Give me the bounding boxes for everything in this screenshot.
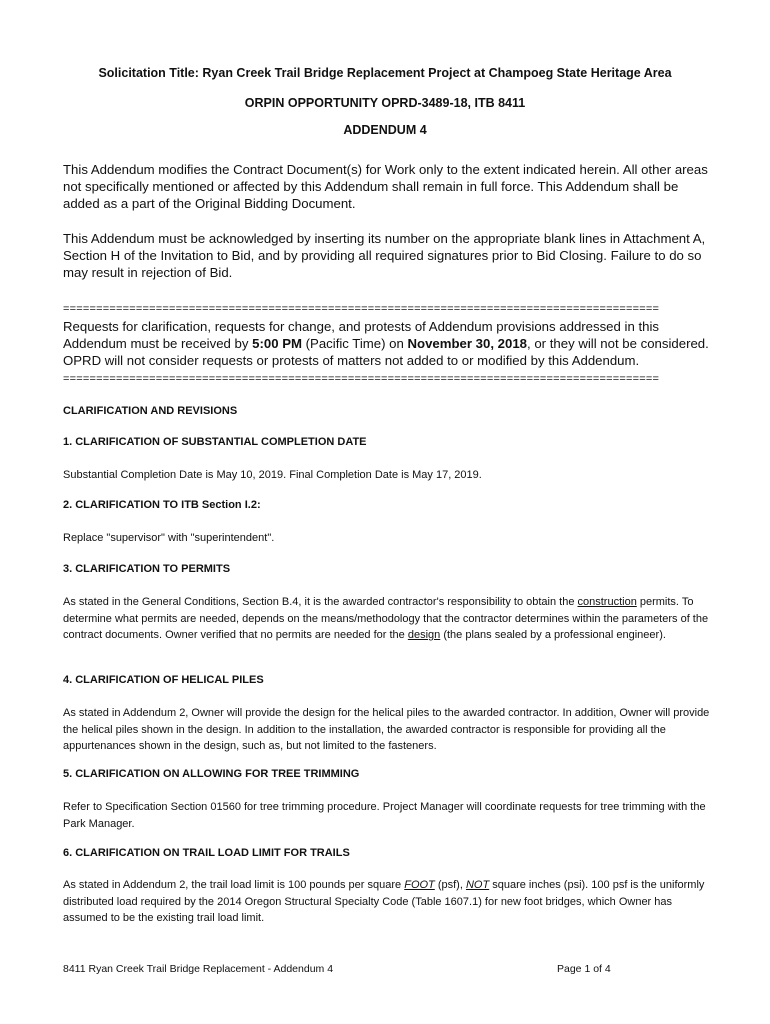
notice-time: 5:00 PM [252, 336, 302, 351]
section-6-text-c: square inches (psi). 100 psf is the uniformly distributed load required by the 2014 Oregon Structural Specialty Code (Table 1607.1) for new foot bridges, which Owner has assumed to be the existing trail load limit. [63, 879, 705, 924]
footer-page-number: Page 1 of 4 [557, 963, 611, 975]
section-1-body: Substantial Completion Date is May 10, 2019. Final Completion Date is May 17, 2019. [63, 469, 482, 481]
solicitation-title: Solicitation Title: Ryan Creek Trail Bridge Replacement Project at Champoeg State Heritage Area [98, 66, 672, 80]
notice-date: November 30, 2018 [407, 336, 528, 351]
section-3-text-a: As stated in the General Conditions, Section B.4, it is the awarded contractor's responsibility to obtain the [63, 596, 578, 608]
clarifications-heading: CLARIFICATION AND REVISIONS [63, 405, 238, 417]
section-6-text-b: (psf), [434, 879, 466, 891]
notice-text-3: , or they will not be considered. OPRD will not consider requests or protests of matters not added to or modified by this Addendum. [63, 336, 709, 368]
section-2-heading: 2. CLARIFICATION TO ITB Section I.2: [63, 499, 261, 511]
section-6-heading: 6. CLARIFICATION ON TRAIL LOAD LIMIT FOR TRAILS [63, 847, 350, 859]
section-6-text-a: As stated in Addendum 2, the trail load limit is 100 pounds per square [63, 879, 405, 891]
separator-bottom: ========================================================================================== [63, 373, 660, 385]
notice-text-1: Requests for clarification, requests for change, and protests of Addendum provisions addressed in this Addendum must be received by [63, 319, 659, 351]
section-4-heading: 4. CLARIFICATION OF HELICAL PILES [63, 674, 264, 686]
section-6-underline-foot: FOOT [404, 879, 435, 891]
section-1-heading: 1. CLARIFICATION OF SUBSTANTIAL COMPLETION DATE [63, 436, 367, 448]
section-6-underline-not: NOT [465, 879, 490, 891]
section-2-body: Replace "supervisor" with "superintendent". [63, 532, 275, 544]
intro-paragraph-1: This Addendum modifies the Contract Document(s) for Work only to the extent indicated herein. All other areas not specifically mentioned or affected by this Addendum shall remain in full force. This Addendum shall be added as a part of the Original Bidding Document. [63, 162, 708, 211]
section-3-text-b: permits. To determine what permits are needed, depends on the means/methodology that the contractor determines within the parameters of the contract documents. Owner verified that no permits are needed for the [63, 596, 709, 641]
section-5-heading: 5. CLARIFICATION ON ALLOWING FOR TREE TRIMMING [63, 768, 360, 780]
section-5-body: Refer to Specification Section 01560 for tree trimming procedure. Project Manager will coordinate requests for tree trimming with the Park Manager. [63, 801, 706, 830]
section-3-body [63, 594, 713, 644]
intro-paragraph-2: This Addendum must be acknowledged by inserting its number on the appropriate blank lines in Attachment A, Section H of the Invitation to Bid, and by providing all required signatures prior to Bid Closing. Failure to do so may result in rejection of Bid. [63, 231, 706, 280]
section-3-underline-design: design [407, 629, 441, 641]
section-4-body: As stated in Addendum 2, Owner will provide the design for the helical piles to the awarded contractor. In addition, Owner will provide the helical piles shown in the design. In addition to the installation, the awarded contractor is responsible for providing all the appurtenances shown in the design, such as, but not limited to the fasteners. [63, 707, 710, 752]
section-6-body [63, 877, 713, 927]
separator-top: ========================================================================================== [63, 303, 660, 315]
orpin-opportunity: ORPIN OPPORTUNITY OPRD-3489-18, ITB 8411 [244, 96, 526, 110]
clarification-notice [63, 318, 713, 369]
section-3-heading: 3. CLARIFICATION TO PERMITS [63, 563, 231, 575]
notice-text-2: (Pacific Time) on [301, 336, 408, 351]
footer-document-name: 8411 Ryan Creek Trail Bridge Replacement - Addendum 4 [63, 963, 334, 975]
section-3-text-c: (the plans sealed by a professional engineer). [440, 629, 666, 641]
section-3-underline-construction: construction [577, 596, 637, 608]
addendum-number: ADDENDUM 4 [343, 123, 427, 137]
